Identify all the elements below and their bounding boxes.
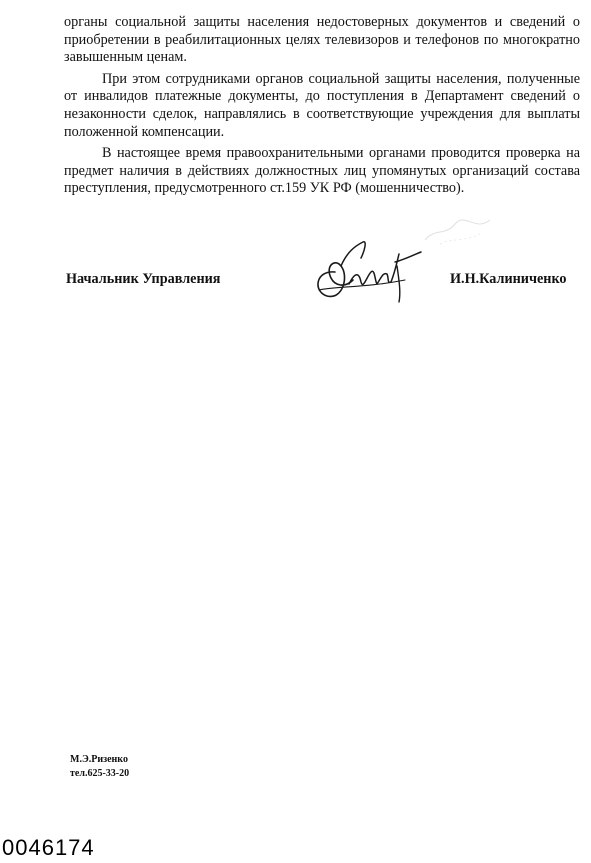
paragraph-2: При этом сотрудниками органов социальной защиты населения, полученные от инвалидов платежные документы, до поступления в Департамент сведений о незаконности сделок, направлялись в соответствующие учреждения для выплаты положенной компенсации. xyxy=(64,70,580,140)
paragraph-3: В настоящее время правоохранительными органами проводится проверка на предмет наличия в действиях должностных лиц упомянутых организаций состава преступления, предусмотренного ст.159 УК РФ (мошенничество). xyxy=(64,145,580,197)
executor-name: М.Э.Ризенко xyxy=(70,754,128,765)
handwritten-signature xyxy=(305,232,425,304)
signer-name: И.Н.Калиниченко xyxy=(450,271,567,287)
faint-stamp-mark xyxy=(420,210,500,250)
letter-body xyxy=(64,14,580,198)
document-number: 0046174 xyxy=(2,835,95,860)
position-title: Начальник Управления xyxy=(66,271,221,287)
executor-block xyxy=(70,753,129,781)
paragraph-1: органы социальной защиты населения недостоверных документов и сведений о приобретении в реабилитационных целях телевизоров и телефонов по многократно завышенным ценам. xyxy=(64,14,580,66)
executor-phone: тел.625-33-20 xyxy=(70,768,130,779)
